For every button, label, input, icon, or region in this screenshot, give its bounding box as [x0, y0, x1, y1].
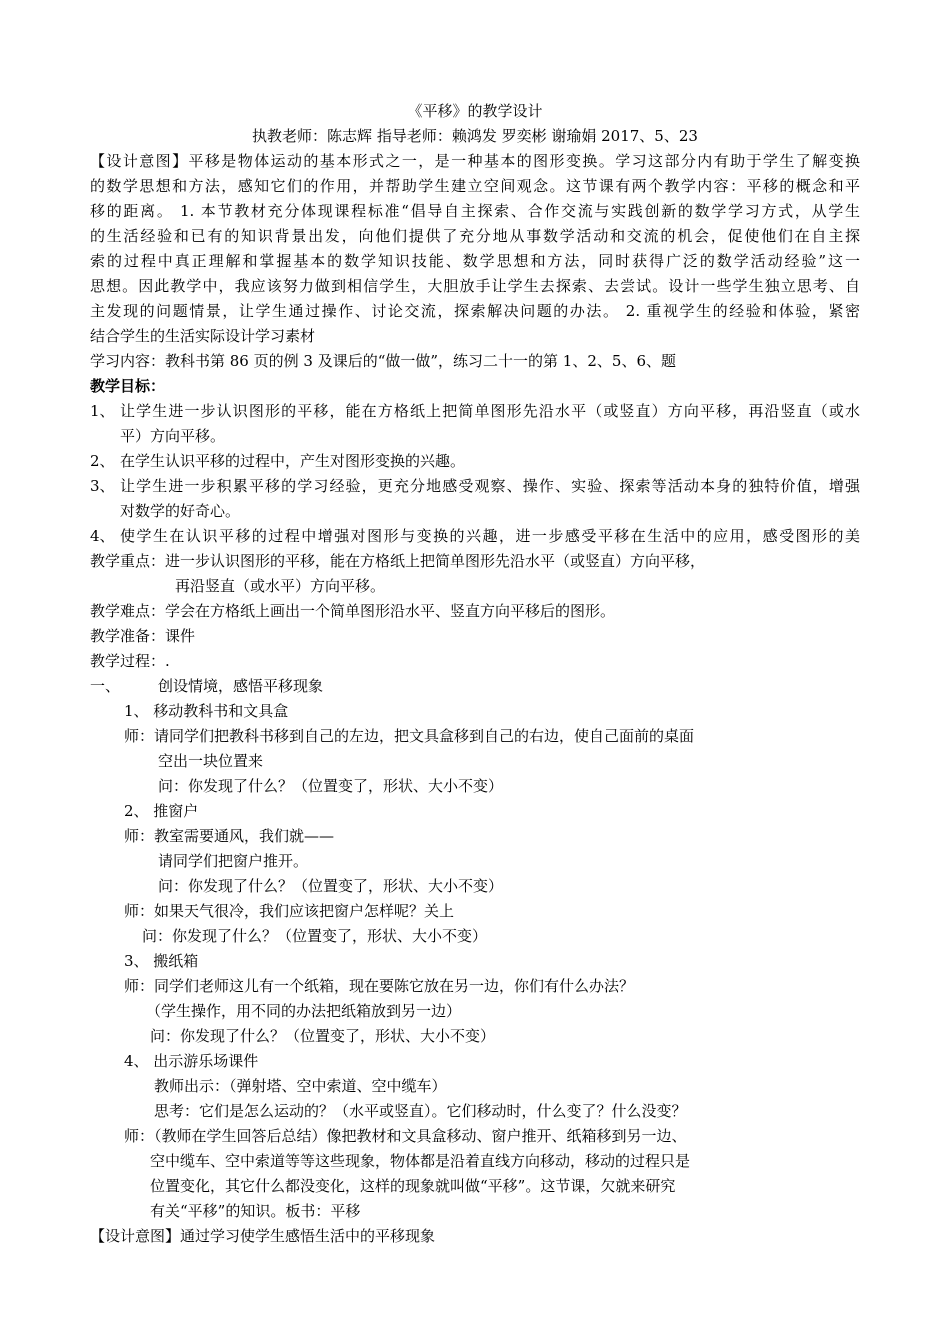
learning-content: 学习内容：教科书第 86 页的例 3 及课后的“做一做”，练习二十一的第 1、2、5、6、题	[90, 352, 676, 370]
objectives-heading: 教学目标：	[90, 377, 166, 395]
key-points-continued: 再沿竖直（或水平）方向平移。	[175, 577, 386, 595]
paragraph-line: 移的距离。 1. 本节教材充分体现课程标准“倡导自主探索、合作交流与实践创新的数学学习方式，从学生	[90, 202, 860, 220]
paragraph-line: 思想。因此教学中，我应该努力做到相信学生，大胆放手让学生去探索、去尝试。设计一些学生独立思考、自	[90, 277, 860, 295]
paragraph-line: 的生活经验和已有的知识背景出发，向他们提供了充分地从事数学活动和交流的机会，促使他们在自主探	[90, 227, 860, 245]
body-line: 思考：它们是怎么运动的？（水平或竖直）。它们移动时，什么变了？什么没变？	[154, 1102, 687, 1120]
difficulty: 教学难点：学会在方格纸上画出一个简单图形沿水平、竖直方向平移后的图形。	[90, 602, 616, 620]
body-line: 空中缆车、空中索道等等这些现象，物体都是沿着直线方向移动，移动的过程只是	[150, 1152, 691, 1170]
body-line: 师：如果天气很冷，我们应该把窗户怎样呢？关上	[124, 902, 455, 920]
body-line: 位置变化，其它什么都没变化，这样的现象就叫做“平移”。这节课，欠就来研究	[150, 1177, 676, 1195]
preparation: 教学准备：课件	[90, 627, 196, 645]
objective-text: 平）方向平移。	[120, 427, 226, 445]
body-line: 师：教室需要通风，我们就——	[124, 827, 335, 845]
paragraph-line: 【设计意图】平移是物体运动的基本形式之一，是一种基本的图形变换。学习这部分内有助于学生了解变换	[90, 152, 860, 170]
body-line: 请同学们把窗户推开。	[158, 852, 309, 870]
objective-text: 让学生进一步认识图形的平移，能在方格纸上把简单图形先沿水平（或竖直）方向平移，再沿竖直（或水	[120, 402, 860, 420]
paragraph-line: 结合学生的生活实际设计学习素材	[90, 327, 316, 345]
key-points: 教学重点：进一步认识图形的平移，能在方格纸上把简单图形先沿水平（或竖直）方向平移，	[90, 552, 706, 570]
body-line: 问：你发现了什么？（位置变了，形状、大小不变）	[142, 927, 488, 945]
objective-text: 使学生在认识平移的过程中增强对图形与变换的兴趣，进一步感受平移在生活中的应用，感受图形的美	[120, 527, 860, 545]
body-line: 师：请同学们把教科书移到自己的左边，把文具盒移到自己的右边，使自己面前的桌面	[124, 727, 695, 745]
step-heading: 3、 搬纸箱	[124, 952, 199, 970]
body-line: 师：（教师在学生回答后总结）像把教材和文具盒移动、窗户推开、纸箱移到另一边、	[124, 1127, 687, 1145]
body-line: 问：你发现了什么？（位置变了，形状、大小不变）	[150, 1027, 496, 1045]
step-heading: 1、 移动教科书和文具盒	[124, 702, 289, 720]
body-line: 教师出示：（弹射塔、空中索道、空中缆车）	[154, 1077, 447, 1095]
paragraph-line: 主发现的问题情景，让学生通过操作、讨论交流，探索解决问题的办法。 2. 重视学生的经验和体验，紧密	[90, 302, 860, 320]
objective-number: 1、	[90, 402, 115, 420]
paragraph-line: 的数学思想和方法，感知它们的作用，并帮助学生建立空间观念。这节课有两个教学内容：平移的概念和平	[90, 177, 860, 195]
step-heading: 4、 出示游乐场课件	[124, 1052, 259, 1070]
objective-number: 3、	[90, 477, 115, 495]
section-number: 一、	[90, 677, 121, 695]
body-line: （学生操作，用不同的办法把纸箱放到另一边）	[146, 1002, 462, 1020]
final-design-intent: 【设计意图】通过学习使学生感悟生活中的平移现象	[90, 1227, 436, 1245]
document-title: 《平移》的教学设计	[407, 102, 543, 120]
body-line: 师：同学们老师这儿有一个纸箱，现在要陈它放在另一边，你们有什么办法？	[124, 977, 635, 995]
objective-text: 让学生进一步积累平移的学习经验，更充分地感受观察、操作、实验、探索等活动本身的独特价值，增强	[120, 477, 860, 495]
body-line: 问：你发现了什么？（位置变了，形状、大小不变）	[158, 777, 504, 795]
objective-text: 在学生认识平移的过程中，产生对图形变换的兴趣。	[120, 452, 466, 470]
body-line: 有关“平移”的知识。板书：平移	[150, 1202, 361, 1220]
teaching-process: 教学过程：.	[90, 652, 170, 670]
objective-number: 2、	[90, 452, 115, 470]
author-line: 执教老师：陈志辉 指导老师：赖鸿发 罗奕彬 谢瑜娟 2017、5、23	[252, 127, 698, 145]
step-heading: 2、 推窗户	[124, 802, 199, 820]
paragraph-line: 索的过程中真正理解和掌握基本的数学知识技能、数学思想和方法，同时获得广泛的数学活动经验”这一	[90, 252, 860, 270]
objective-text: 对数学的好奇心。	[120, 502, 241, 520]
body-line: 问：你发现了什么？（位置变了，形状、大小不变）	[158, 877, 504, 895]
objective-number: 4、	[90, 527, 115, 545]
body-line: 空出一块位置来	[158, 752, 264, 770]
section-heading: 创设情境，感悟平移现象	[158, 677, 324, 695]
